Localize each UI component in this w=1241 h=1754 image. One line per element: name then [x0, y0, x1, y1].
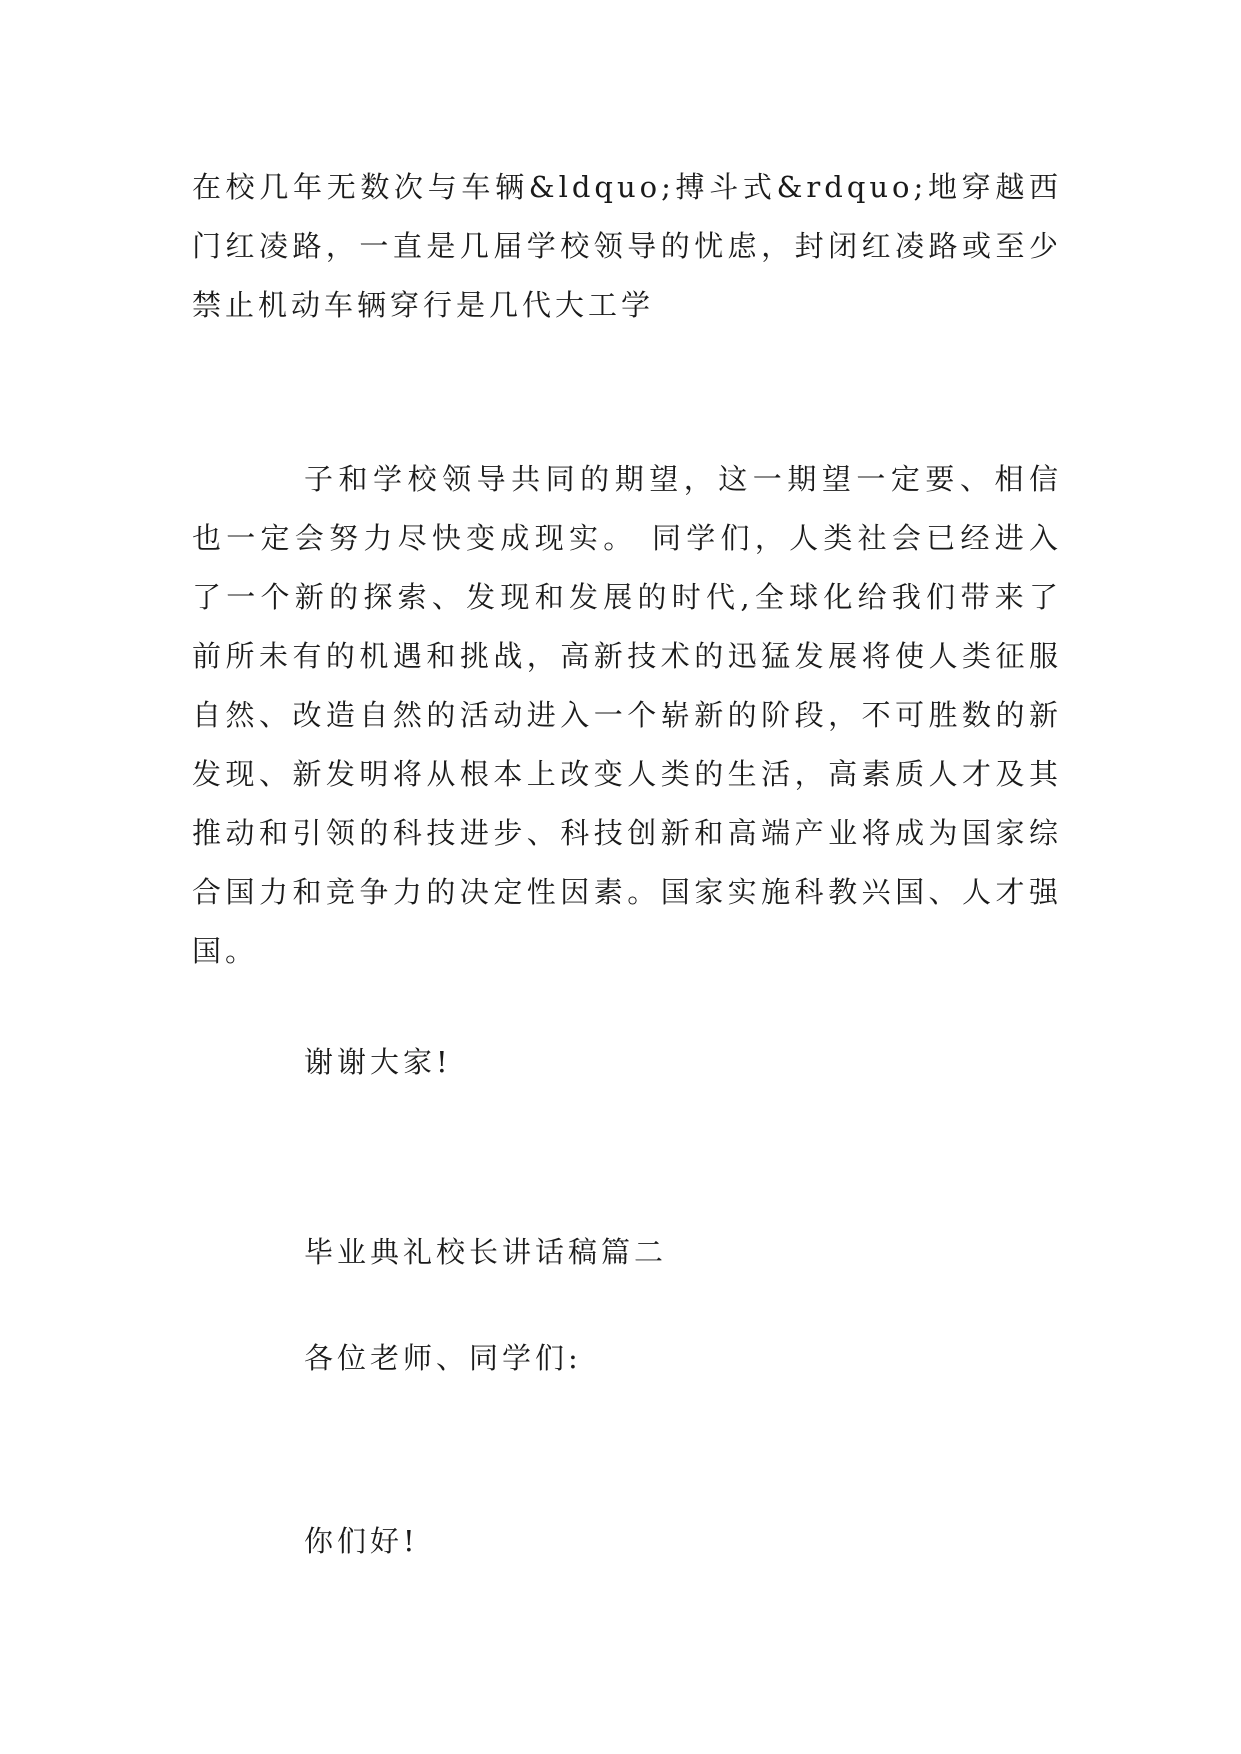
section-heading: 毕业典礼校长讲话稿篇二	[304, 1235, 668, 1269]
paragraph-1: 在校几年无数次与车辆&ldquo;搏斗式&rdquo;地穿越西门红凌路，一直是几届学校领导的忧虑，封闭红凌路或至少禁止机动车辆穿行是几代大工学	[192, 170, 1062, 322]
salutation: 各位老师、同学们:	[304, 1341, 582, 1375]
greeting: 你们好!	[304, 1524, 419, 1558]
closing-thanks: 谢谢大家!	[304, 1045, 452, 1079]
paragraph-2: 子和学校领导共同的期望，这一期望一定要、相信也一定会努力尽快变成现实。 同学们，人类社会已经进入了一个新的探索、发现和发展的时代,全球化给我们带来了前所未有的机遇和挑战，高新技术的迅猛发展将使人类征服自然、改造自然的活动进入一个崭新的阶段，不可胜数的新发现、新发明将从根本上改变人类的生活，高素质人才及其推动和引领的科技进步、科技创新和高端产业将成为国家综合国力和竞争力的决定性因素。国家实施科教兴国、人才强国。	[192, 462, 1062, 968]
